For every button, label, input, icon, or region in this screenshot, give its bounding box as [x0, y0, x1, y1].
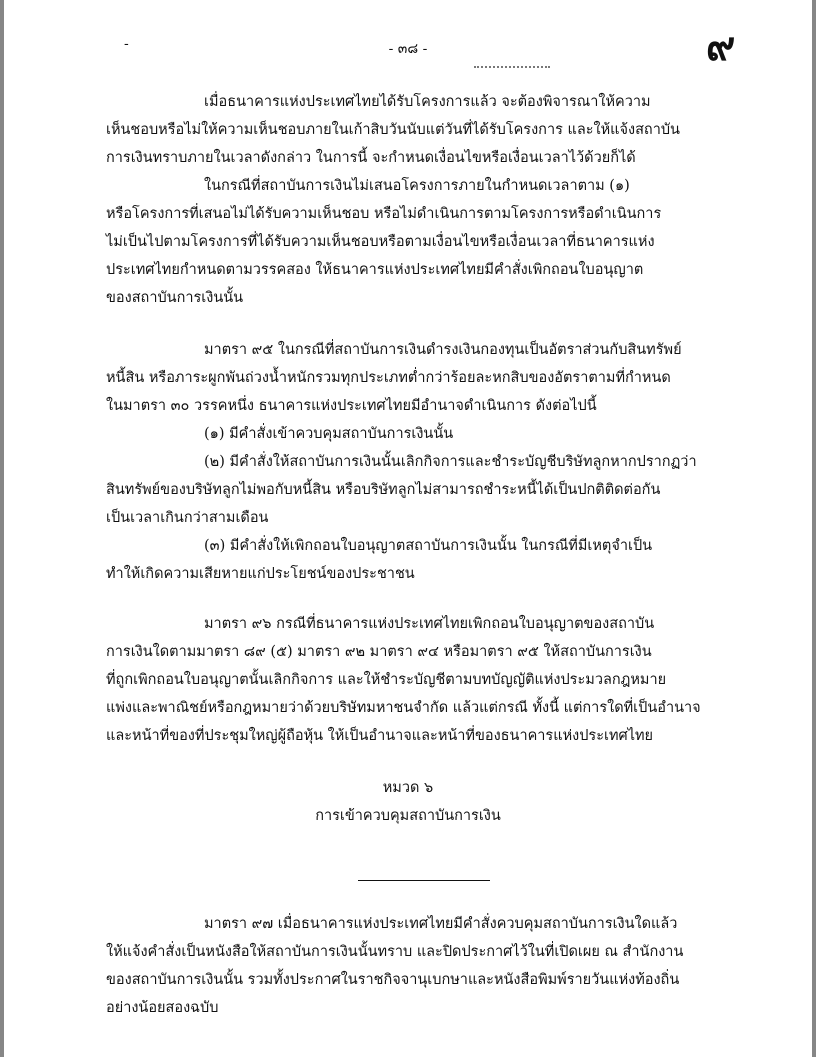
- s97-line-1: มาตรา ๙๗ เมื่อธนาคารแห่งประเทศไทยมีคำสั่งควบคุมสถาบันการเงินใดแล้ว: [204, 916, 678, 932]
- s96-line-3: ที่ถูกเพิกถอนใบอนุญาตนั้นเลิกกิจการ และให้ชำระบัญชีตามบทบัญญัติแห่งประมวลกฎหมาย: [106, 672, 667, 688]
- right-scan-edge: [812, 0, 816, 1057]
- p1-line-3: การเงินทราบภายในเวลาดังกล่าว ในการนี้ จะกำหนดเงื่อนไขหรือเงื่อนเวลาไว้ด้วยก็ได้: [106, 150, 636, 166]
- s95-item-3-cont: ทำให้เกิดความเสียหายแก่ประโยชน์ของประชาชน: [106, 566, 415, 582]
- s95-line-2: หนี้สิน หรือภาระผูกพันถ่วงน้ำหนักรวมทุกประเภทต่ำกว่าร้อยละหกสิบของอัตราตามที่กำหนด: [106, 370, 671, 386]
- p2-line-3: ไม่เป็นไปตามโครงการที่ได้รับความเห็นชอบหรือตามเงื่อนไขหรือเงื่อนเวลาที่ธนาคารแห่ง: [106, 234, 655, 250]
- p2-line-4: ประเทศไทยกำหนดตามวรรคสอง ให้ธนาคารแห่งประเทศไทยมีคำสั่งเพิกถอนใบอนุญาต: [106, 262, 644, 278]
- left-header-mark: -: [124, 36, 129, 52]
- p2-line-1: ในกรณีที่สถาบันการเงินไม่เสนอโครงการภายในกำหนดเวลาตาม (๑): [204, 178, 630, 194]
- p2-line-2: หรือโครงการที่เสนอไม่ได้รับความเห็นชอบ หรือไม่ดำเนินการตามโครงการหรือดำเนินการ: [106, 206, 662, 222]
- chapter-title: การเข้าควบคุมสถาบันการเงิน: [315, 808, 501, 824]
- s95-line-1: มาตรา ๙๕ ในกรณีที่สถาบันการเงินดำรงเงินกองทุนเป็นอัตราส่วนกับสินทรัพย์: [204, 342, 682, 358]
- s97-line-4: อย่างน้อยสองฉบับ: [106, 1000, 219, 1016]
- s97-line-3: ของสถาบันการเงินนั้น รวมทั้งประกาศในราชกิจจานุเบกษาและหนังสือพิมพ์รายวันแห่งท้องถิ่น: [106, 972, 680, 988]
- s96-line-4: แพ่งและพาณิชย์หรือกฎหมายว่าด้วยบริษัทมหาชนจำกัด แล้วแต่กรณี ทั้งนี้ แต่การใดที่เป็นอำนาจ: [106, 700, 701, 716]
- scan-dots: [474, 66, 550, 68]
- s96-line-2: การเงินใดตามมาตรา ๘๙ (๕) มาตรา ๙๒ มาตรา ๙๔ หรือมาตรา ๙๕ ให้สถาบันการเงิน: [106, 644, 652, 660]
- s95-item-2: (๒) มีคำสั่งให้สถาบันการเงินนั้นเลิกกิจการและชำระบัญชีบริษัทลูกหากปรากฏว่า: [204, 454, 697, 470]
- corner-handwritten-mark: ๙: [706, 24, 736, 70]
- chapter-divider: [358, 880, 490, 881]
- s95-item-2-cont-2: เป็นเวลาเกินกว่าสามเดือน: [106, 510, 269, 526]
- page-number: - ๓๘ -: [388, 41, 428, 57]
- chapter-number: หมวด ๖: [382, 780, 434, 796]
- left-scan-edge: [0, 0, 4, 1057]
- p1-line-1: เมื่อธนาคารแห่งประเทศไทยได้รับโครงการแล้ว จะต้องพิจารณาให้ความ: [204, 94, 651, 110]
- s95-item-2-cont-1: สินทรัพย์ของบริษัทลูกไม่พอกับหนี้สิน หรือบริษัทลูกไม่สามารถชำระหนี้ได้เป็นปกติติดต่อกัน: [106, 482, 661, 498]
- p2-line-5: ของสถาบันการเงินนั้น: [106, 290, 244, 306]
- s95-item-3: (๓) มีคำสั่งให้เพิกถอนใบอนุญาตสถาบันการเงินนั้น ในกรณีที่มีเหตุจำเป็น: [204, 538, 653, 554]
- p1-line-2: เห็นชอบหรือไม่ให้ความเห็นชอบภายในเก้าสิบวันนับแต่วันที่ได้รับโครงการ และให้แจ้งสถาบัน: [106, 122, 680, 138]
- s96-line-1: มาตรา ๙๖ กรณีที่ธนาคารแห่งประเทศไทยเพิกถอนใบอนุญาตของสถาบัน: [204, 616, 655, 632]
- s96-line-5: และหน้าที่ของที่ประชุมใหญ่ผู้ถือหุ้น ให้เป็นอำนาจและหน้าที่ของธนาคารแห่งประเทศไทย: [106, 728, 654, 744]
- s97-line-2: ให้แจ้งคำสั่งเป็นหนังสือให้สถาบันการเงินนั้นทราบ และปิดประกาศไว้ในที่เปิดเผย ณ สำนักงาน: [106, 944, 684, 960]
- s95-item-1: (๑) มีคำสั่งเข้าควบคุมสถาบันการเงินนั้น: [204, 426, 454, 442]
- s95-line-3: ในมาตรา ๓๐ วรรคหนึ่ง ธนาคารแห่งประเทศไทยมีอำนาจดำเนินการ ดังต่อไปนี้: [106, 398, 597, 414]
